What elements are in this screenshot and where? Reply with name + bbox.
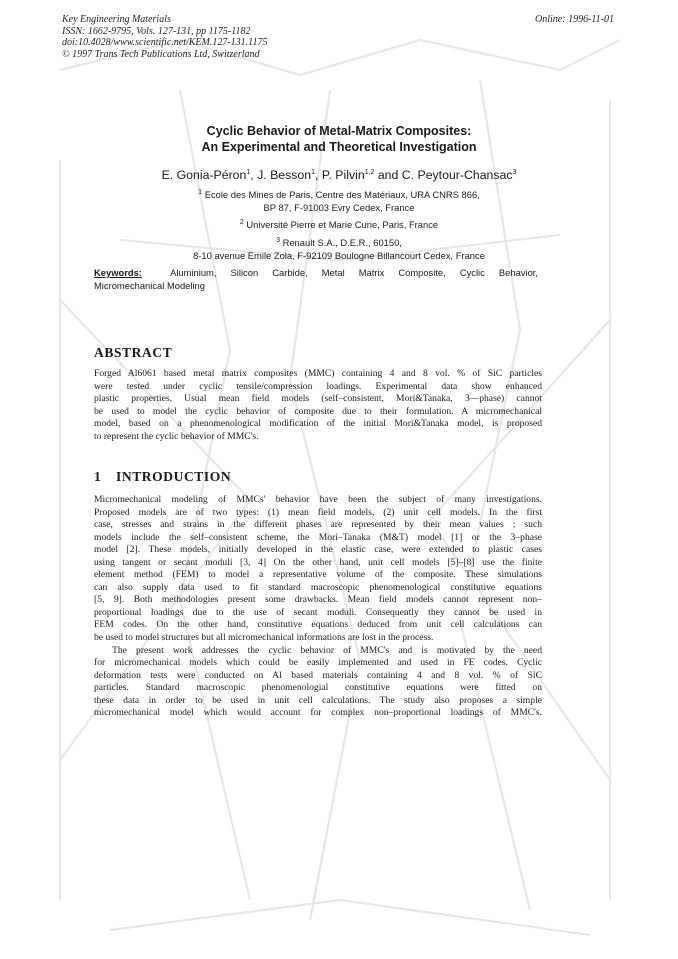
text-line: these data in order to be used in unit cell calculations. The study also proposes a simple (94, 694, 542, 706)
text-line: to represent the cyclic behavior of MMC's. (94, 430, 259, 442)
author-affil-mark: 3 (512, 169, 517, 176)
text-line: were tested under cyclic tensile/compression loadings. Experimental data show enhanced (94, 380, 542, 392)
author-name: C. Peytour-Chansac (401, 168, 513, 183)
issn-line: ISSN: 1662-9795, Vols. 127-131, pp 1175-1182 (62, 25, 251, 37)
author-separator: , (315, 168, 322, 183)
author-affil-mark: 1,2 (364, 169, 375, 176)
keywords-list: Aluminium, Silicon Carbide, Metal Matrix Composite, Cyclic Behavior, (170, 267, 538, 278)
author-affil-mark: 1 (311, 169, 315, 176)
text-line: The present work addresses the cyclic behavior of MMC's and is motivated by the need (112, 644, 542, 656)
text-line: case, stresses and strains in the different phases are represented by their mean values ; such (94, 519, 542, 531)
affil-line: 8-10 avenue Emile Zola, F-92109 Boulogne Billancourt Cedex, France (193, 249, 485, 261)
text-line: [5, 9]. Both methodologies present some drawbacks. Mean field models cannot represent non– (94, 594, 542, 606)
title-line-1: Cyclic Behavior of Metal-Matrix Composites: (206, 124, 472, 138)
text-line: models include the self–consistent scheme, the Mori–Tanaka (M&T) model [1] or the 3–phase (94, 531, 542, 543)
abstract-heading: ABSTRACT (94, 345, 173, 360)
abstract-text (94, 368, 542, 443)
author-separator: and (374, 168, 402, 183)
text-line: model, based on a phenomenological modification of the initial Mori&Tanaka model, is proposed (94, 418, 542, 430)
text-line: for micromechanical models which could be easily implemented and used in FE codes. Cyclic (94, 657, 542, 669)
text-line: plastic properties. Usual mean field models (self–consistent, Mori&Tanaka, 3—phase) cannot (94, 393, 542, 405)
text-line: using tangent or secant moduli [3, 4] On the other hand, unit cell models [5]–[8] use the finite (94, 556, 542, 568)
author-separator: , (250, 168, 258, 183)
keywords-label: Keywords: (94, 267, 142, 278)
affiliation-2 (0, 217, 678, 232)
affil-number: 1 (198, 189, 203, 196)
author-name: P. Pilvin (321, 168, 365, 183)
author-affil-mark: 1 (246, 169, 251, 176)
online-date: Online: 1996-11-01 (535, 14, 614, 25)
text-line: be used to model structures but all micromechanical informations are lost in the process. (94, 632, 434, 644)
text-line: model [2]. These models, initially developed in the elastic case, were extended to plastic cases (94, 544, 542, 556)
affil-line: BP 87, F-91003 Evry Cedex, France (263, 201, 415, 213)
affil-line: Ecole des Mines de Paris, Centre des Matériaux, URA CNRS 866, (204, 189, 480, 201)
text-line: micromechanical model which would account for complex non–proportional loadings of MMC's. (94, 707, 542, 719)
text-line: deformation tests were conducted on Al based materials containing 4 and 8 vol. % of SiC (94, 669, 542, 681)
author-name: E. Gonia-Péron (161, 168, 247, 183)
section-title: INTRODUCTION (116, 469, 232, 484)
text-line: can also supply data used to fit standard macroscopic phenomenological constitutive equations (94, 581, 542, 593)
author-name: J. Besson (257, 168, 312, 183)
keywords-block (94, 267, 538, 292)
text-line: Proposed models are of two types: (1) mean field models, (2) unit cell models. In the first (94, 506, 542, 518)
affil-number: 2 (239, 219, 244, 226)
section-number: 1 (94, 469, 102, 484)
text-line: Micromechanical modeling of MMCs' behavior have been the subject of many investigations. (94, 494, 542, 505)
introduction-text (94, 494, 542, 720)
copyright-line: © 1997 Trans Tech Publications Ltd, Switzerland (62, 48, 260, 60)
text-line: particles. Standard macroscopic phenomenologial constitutive equations were fitted on (94, 682, 542, 694)
introduction-heading (94, 469, 231, 485)
text-line: Forged Al6061 based metal matrix composites (MMC) containing 4 and 8 vol. % of SiC particles (94, 368, 542, 379)
affil-line: Université Pierre et Marie Curie, Paris, France (246, 219, 439, 231)
journal-name: Key Engineering Materials (62, 14, 171, 25)
affiliation-1 (0, 187, 678, 214)
text-line: FEM codes. On the other hand, constitutive equations deduced from unit cell calculations can (94, 619, 542, 631)
text-line: be used to model the cyclic behavior of composite due to their formulation. A micromechanical (94, 405, 542, 417)
doi-line[interactable]: doi:10.4028/www.scientific.net/KEM.127-131.1175 (62, 37, 268, 49)
text-line: proportional loadings due to the use of secant moduli. Consequently they cannot be used in (94, 606, 542, 618)
text-line: element method (FEM) to model a representative volume of the composite. These simulations (94, 569, 542, 581)
title-line-2: An Experimental and Theoretical Investigation (201, 140, 477, 154)
keywords-list-cont: Micromechanical Modeling (94, 279, 205, 291)
affiliation-3 (0, 235, 678, 262)
affil-line: Renault S.A., D.E.R., 60150, (282, 237, 402, 249)
journal-header (62, 14, 267, 60)
paper-title (0, 123, 678, 155)
author-list (0, 165, 678, 183)
affil-number: 3 (276, 237, 280, 244)
